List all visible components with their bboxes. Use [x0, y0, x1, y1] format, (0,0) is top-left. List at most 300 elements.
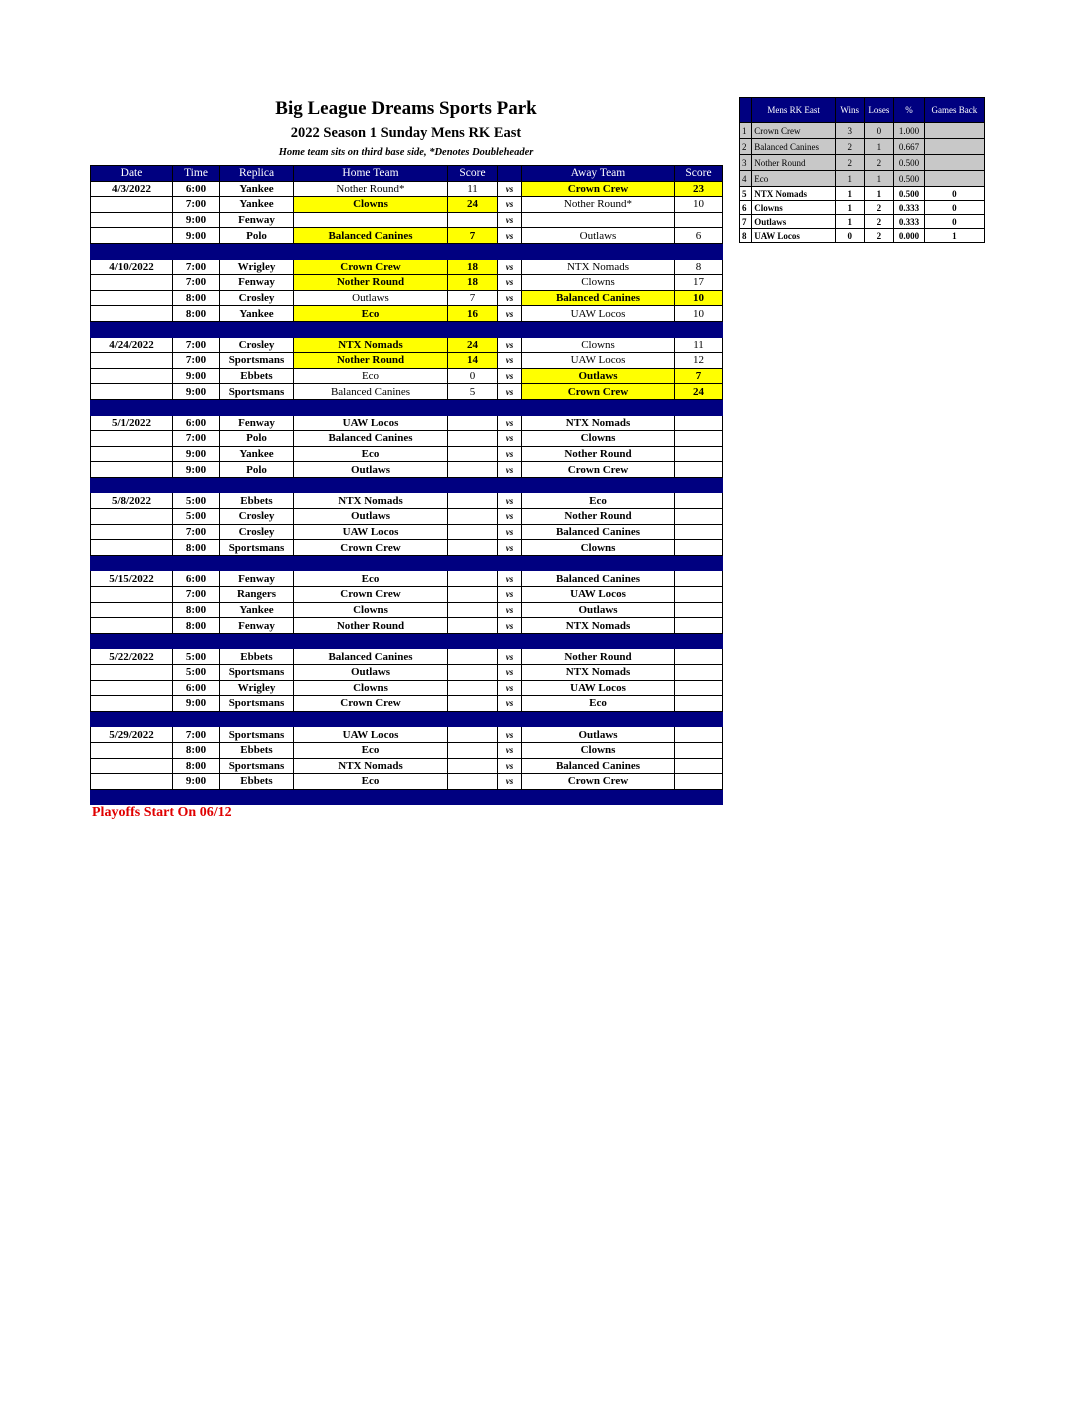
vs-cell: vs: [498, 353, 522, 369]
home-score-cell: [448, 540, 498, 556]
home-score-cell: 7: [448, 228, 498, 244]
standings-wins-cell: 0: [835, 229, 864, 243]
vs-cell: vs: [498, 228, 522, 244]
replica-cell: Ebbets: [220, 368, 294, 384]
home-score-cell: [448, 774, 498, 790]
date-cell: [91, 602, 173, 618]
home-score-cell: 16: [448, 306, 498, 322]
standings-pct-cell: 1.000: [894, 123, 925, 139]
standings-games-back-cell: [924, 123, 984, 139]
standings-row: [740, 155, 985, 171]
home-score-cell: [448, 571, 498, 587]
away-team-cell: Outlaws: [522, 727, 675, 743]
home-score-cell: 24: [448, 337, 498, 353]
replica-cell: Yankee: [220, 181, 294, 197]
standings-row: [740, 201, 985, 215]
separator-cell: [91, 555, 173, 571]
replica-cell: Fenway: [220, 415, 294, 431]
home-team-cell: Crown Crew: [294, 587, 448, 603]
separator-cell: [448, 555, 498, 571]
away-score-cell: 6: [675, 228, 723, 244]
date-cell: [91, 696, 173, 712]
replica-cell: Sportsmans: [220, 727, 294, 743]
week-separator-row: [91, 789, 723, 805]
home-team-cell: Crown Crew: [294, 540, 448, 556]
standings-pct-cell: 0.667: [894, 139, 925, 155]
separator-cell: [448, 633, 498, 649]
away-score-cell: [675, 665, 723, 681]
standings-loses-cell: 2: [864, 215, 894, 229]
date-cell: [91, 228, 173, 244]
standings-wins-cell: 1: [835, 171, 864, 187]
replica-cell: Fenway: [220, 275, 294, 291]
away-team-cell: Clowns: [522, 742, 675, 758]
date-cell: [91, 774, 173, 790]
replica-cell: Ebbets: [220, 774, 294, 790]
game-row: [91, 368, 723, 384]
game-row: [91, 228, 723, 244]
standings-header-row: [740, 98, 985, 123]
home-score-cell: 18: [448, 259, 498, 275]
time-cell: 8:00: [173, 618, 220, 634]
game-row: [91, 618, 723, 634]
date-cell: [91, 680, 173, 696]
away-team-cell: UAW Locos: [522, 353, 675, 369]
separator-cell: [675, 555, 723, 571]
vs-cell: vs: [498, 415, 522, 431]
standings-wins-cell: 1: [835, 215, 864, 229]
vs-cell: vs: [498, 742, 522, 758]
separator-cell: [522, 711, 675, 727]
date-cell: [91, 758, 173, 774]
replica-cell: Yankee: [220, 446, 294, 462]
away-team-cell: Outlaws: [522, 602, 675, 618]
time-cell: 6:00: [173, 680, 220, 696]
game-row: [91, 337, 723, 353]
standings-games-back-cell: [924, 139, 984, 155]
separator-cell: [675, 711, 723, 727]
replica-cell: Sportsmans: [220, 665, 294, 681]
separator-cell: [448, 477, 498, 493]
away-team-cell: Crown Crew: [522, 774, 675, 790]
away-score-cell: [675, 212, 723, 228]
separator-cell: [522, 477, 675, 493]
time-cell: 7:00: [173, 727, 220, 743]
standings-team-cell: Nother Round: [752, 155, 836, 171]
time-cell: 8:00: [173, 306, 220, 322]
separator-cell: [675, 633, 723, 649]
standings-rank-cell: 4: [740, 171, 752, 187]
away-score-cell: [675, 649, 723, 665]
separator-cell: [498, 633, 522, 649]
date-cell: [91, 353, 173, 369]
away-score-cell: 10: [675, 306, 723, 322]
home-team-cell: Nother Round: [294, 618, 448, 634]
replica-cell: Sportsmans: [220, 696, 294, 712]
time-cell: 7:00: [173, 524, 220, 540]
game-row: [91, 275, 723, 291]
replica-cell: Crosley: [220, 337, 294, 353]
home-score-cell: 14: [448, 353, 498, 369]
time-cell: 9:00: [173, 774, 220, 790]
vs-cell: vs: [498, 290, 522, 306]
separator-cell: [448, 321, 498, 337]
time-cell: 9:00: [173, 446, 220, 462]
time-cell: 8:00: [173, 758, 220, 774]
vs-cell: vs: [498, 275, 522, 291]
home-team-cell: Clowns: [294, 197, 448, 213]
replica-cell: Yankee: [220, 306, 294, 322]
standings-row: [740, 229, 985, 243]
separator-cell: [91, 711, 173, 727]
replica-cell: Crosley: [220, 290, 294, 306]
home-team-cell: Eco: [294, 306, 448, 322]
away-team-cell: Clowns: [522, 337, 675, 353]
separator-cell: [498, 555, 522, 571]
standings-games-back-cell: 1: [924, 229, 984, 243]
away-score-cell: 11: [675, 337, 723, 353]
playoffs-notice: Playoffs Start On 06/12: [92, 805, 232, 820]
away-score-cell: [675, 446, 723, 462]
time-cell: 5:00: [173, 509, 220, 525]
standings-pct-cell: 0.000: [894, 229, 925, 243]
date-cell: 5/1/2022: [91, 415, 173, 431]
home-team-cell: Eco: [294, 571, 448, 587]
col-header-vs: [498, 166, 522, 182]
separator-cell: [498, 321, 522, 337]
home-score-cell: [448, 665, 498, 681]
standings-wins-cell: 2: [835, 155, 864, 171]
away-team-cell: NTX Nomads: [522, 665, 675, 681]
standings-games-back-cell: 0: [924, 215, 984, 229]
time-cell: 6:00: [173, 571, 220, 587]
replica-cell: Sportsmans: [220, 384, 294, 400]
away-team-cell: UAW Locos: [522, 587, 675, 603]
time-cell: 7:00: [173, 337, 220, 353]
away-score-cell: [675, 462, 723, 478]
replica-cell: Sportsmans: [220, 758, 294, 774]
time-cell: 7:00: [173, 431, 220, 447]
replica-cell: Sportsmans: [220, 353, 294, 369]
separator-cell: [522, 243, 675, 259]
away-team-cell: UAW Locos: [522, 680, 675, 696]
time-cell: 8:00: [173, 540, 220, 556]
time-cell: 7:00: [173, 587, 220, 603]
home-score-cell: 0: [448, 368, 498, 384]
replica-cell: Crosley: [220, 509, 294, 525]
replica-cell: Fenway: [220, 571, 294, 587]
date-cell: [91, 587, 173, 603]
separator-cell: [173, 555, 220, 571]
game-row: [91, 197, 723, 213]
separator-cell: [173, 789, 220, 805]
standings-row: [740, 171, 985, 187]
game-row: [91, 540, 723, 556]
separator-cell: [220, 477, 294, 493]
vs-cell: vs: [498, 212, 522, 228]
home-team-cell: Clowns: [294, 680, 448, 696]
time-cell: 8:00: [173, 290, 220, 306]
home-score-cell: [448, 587, 498, 603]
replica-cell: Fenway: [220, 618, 294, 634]
col-header-home-team: Home Team: [294, 166, 448, 182]
standings-wins-cell: 1: [835, 201, 864, 215]
standings-loses-cell: 2: [864, 201, 894, 215]
standings-team-cell: NTX Nomads: [752, 187, 836, 201]
home-score-cell: [448, 493, 498, 509]
vs-cell: vs: [498, 587, 522, 603]
game-row: [91, 259, 723, 275]
date-cell: 5/29/2022: [91, 727, 173, 743]
time-cell: 6:00: [173, 415, 220, 431]
game-row: [91, 353, 723, 369]
home-score-cell: [448, 696, 498, 712]
vs-cell: vs: [498, 431, 522, 447]
away-score-cell: [675, 774, 723, 790]
vs-cell: vs: [498, 540, 522, 556]
standings-row: [740, 187, 985, 201]
vs-cell: vs: [498, 602, 522, 618]
game-row: [91, 696, 723, 712]
home-score-cell: [448, 758, 498, 774]
away-score-cell: [675, 415, 723, 431]
standings-rank-cell: 7: [740, 215, 752, 229]
date-cell: [91, 665, 173, 681]
away-score-cell: [675, 758, 723, 774]
separator-cell: [91, 789, 173, 805]
away-score-cell: 17: [675, 275, 723, 291]
week-separator-row: [91, 243, 723, 259]
vs-cell: vs: [498, 727, 522, 743]
time-cell: 7:00: [173, 197, 220, 213]
game-row: [91, 212, 723, 228]
date-cell: 5/22/2022: [91, 649, 173, 665]
home-team-cell: Balanced Canines: [294, 384, 448, 400]
game-row: [91, 431, 723, 447]
separator-cell: [675, 321, 723, 337]
standings-header-wins: Wins: [835, 98, 864, 123]
replica-cell: Yankee: [220, 197, 294, 213]
replica-cell: Fenway: [220, 212, 294, 228]
time-cell: 9:00: [173, 696, 220, 712]
game-row: [91, 587, 723, 603]
away-score-cell: [675, 571, 723, 587]
page-title: Big League Dreams Sports Park: [275, 98, 537, 119]
away-team-cell: Balanced Canines: [522, 524, 675, 540]
replica-cell: Rangers: [220, 587, 294, 603]
game-row: [91, 384, 723, 400]
home-team-cell: NTX Nomads: [294, 758, 448, 774]
separator-cell: [675, 789, 723, 805]
away-team-cell: Nother Round: [522, 446, 675, 462]
vs-cell: vs: [498, 680, 522, 696]
date-cell: [91, 197, 173, 213]
replica-cell: Polo: [220, 462, 294, 478]
game-row: [91, 524, 723, 540]
away-score-cell: [675, 727, 723, 743]
separator-cell: [498, 399, 522, 415]
date-cell: [91, 290, 173, 306]
away-score-cell: [675, 680, 723, 696]
home-team-cell: Outlaws: [294, 665, 448, 681]
away-team-cell: NTX Nomads: [522, 259, 675, 275]
home-score-cell: 24: [448, 197, 498, 213]
col-header-date: Date: [91, 166, 173, 182]
game-row: [91, 462, 723, 478]
home-score-cell: [448, 524, 498, 540]
away-score-cell: 12: [675, 353, 723, 369]
replica-cell: Ebbets: [220, 649, 294, 665]
home-score-cell: 5: [448, 384, 498, 400]
time-cell: 6:00: [173, 181, 220, 197]
week-separator-row: [91, 399, 723, 415]
standings-pct-cell: 0.500: [894, 187, 925, 201]
standings-team-cell: Balanced Canines: [752, 139, 836, 155]
home-team-cell: UAW Locos: [294, 524, 448, 540]
away-score-cell: [675, 540, 723, 556]
replica-cell: Wrigley: [220, 259, 294, 275]
away-score-cell: [675, 524, 723, 540]
home-score-cell: 11: [448, 181, 498, 197]
standings-games-back-cell: 0: [924, 187, 984, 201]
away-score-cell: [675, 742, 723, 758]
date-cell: [91, 742, 173, 758]
standings-loses-cell: 2: [864, 229, 894, 243]
date-cell: 4/24/2022: [91, 337, 173, 353]
standings-team-cell: Outlaws: [752, 215, 836, 229]
home-score-cell: [448, 462, 498, 478]
standings-header-loses: Loses: [864, 98, 894, 123]
vs-cell: vs: [498, 774, 522, 790]
date-cell: [91, 618, 173, 634]
away-score-cell: [675, 509, 723, 525]
standings-wins-cell: 2: [835, 139, 864, 155]
away-team-cell: Eco: [522, 696, 675, 712]
standings-table: [739, 97, 985, 243]
vs-cell: vs: [498, 446, 522, 462]
game-row: [91, 742, 723, 758]
date-cell: [91, 462, 173, 478]
standings-loses-cell: 2: [864, 155, 894, 171]
separator-cell: [220, 399, 294, 415]
replica-cell: Yankee: [220, 602, 294, 618]
standings-games-back-cell: [924, 155, 984, 171]
vs-cell: vs: [498, 696, 522, 712]
away-team-cell: Balanced Canines: [522, 290, 675, 306]
separator-cell: [294, 243, 448, 259]
away-team-cell: Clowns: [522, 431, 675, 447]
home-team-cell: Balanced Canines: [294, 228, 448, 244]
game-row: [91, 290, 723, 306]
col-header-time: Time: [173, 166, 220, 182]
home-score-cell: [448, 618, 498, 634]
col-header-away-team: Away Team: [522, 166, 675, 182]
separator-cell: [91, 321, 173, 337]
separator-cell: [220, 711, 294, 727]
standings-row: [740, 139, 985, 155]
away-team-cell: Eco: [522, 493, 675, 509]
home-score-cell: [448, 431, 498, 447]
standings-games-back-cell: [924, 171, 984, 187]
time-cell: 9:00: [173, 212, 220, 228]
home-team-cell: Clowns: [294, 602, 448, 618]
standings-rank-cell: 8: [740, 229, 752, 243]
separator-cell: [498, 477, 522, 493]
standings-wins-cell: 3: [835, 123, 864, 139]
away-score-cell: [675, 696, 723, 712]
away-team-cell: Nother Round*: [522, 197, 675, 213]
game-row: [91, 509, 723, 525]
standings-loses-cell: 0: [864, 123, 894, 139]
standings-rank-cell: 6: [740, 201, 752, 215]
date-cell: [91, 540, 173, 556]
standings-rank-cell: 5: [740, 187, 752, 201]
replica-cell: Crosley: [220, 524, 294, 540]
home-score-cell: [448, 509, 498, 525]
home-team-cell: UAW Locos: [294, 727, 448, 743]
away-team-cell: Balanced Canines: [522, 758, 675, 774]
away-team-cell: [522, 212, 675, 228]
home-score-cell: [448, 446, 498, 462]
home-team-cell: Balanced Canines: [294, 649, 448, 665]
vs-cell: vs: [498, 758, 522, 774]
away-team-cell: Outlaws: [522, 368, 675, 384]
home-team-cell: Eco: [294, 368, 448, 384]
date-cell: [91, 212, 173, 228]
separator-cell: [498, 789, 522, 805]
home-score-cell: [448, 680, 498, 696]
separator-cell: [522, 555, 675, 571]
time-cell: 5:00: [173, 649, 220, 665]
replica-cell: Wrigley: [220, 680, 294, 696]
home-team-cell: Outlaws: [294, 462, 448, 478]
date-cell: [91, 368, 173, 384]
separator-cell: [522, 633, 675, 649]
standings-rank-cell: 3: [740, 155, 752, 171]
home-team-cell: Eco: [294, 774, 448, 790]
separator-cell: [294, 321, 448, 337]
separator-cell: [522, 321, 675, 337]
time-cell: 9:00: [173, 462, 220, 478]
game-row: [91, 665, 723, 681]
vs-cell: vs: [498, 665, 522, 681]
vs-cell: vs: [498, 259, 522, 275]
away-team-cell: Nother Round: [522, 649, 675, 665]
home-team-cell: Crown Crew: [294, 259, 448, 275]
away-score-cell: [675, 431, 723, 447]
standings-header-rank: [740, 98, 752, 123]
home-score-cell: [448, 649, 498, 665]
separator-cell: [173, 711, 220, 727]
time-cell: 9:00: [173, 368, 220, 384]
separator-cell: [294, 477, 448, 493]
separator-cell: [91, 633, 173, 649]
vs-cell: vs: [498, 197, 522, 213]
away-score-cell: 7: [675, 368, 723, 384]
game-row: [91, 415, 723, 431]
vs-cell: vs: [498, 571, 522, 587]
vs-cell: vs: [498, 524, 522, 540]
home-team-cell: Nother Round: [294, 353, 448, 369]
separator-cell: [498, 243, 522, 259]
home-team-cell: NTX Nomads: [294, 493, 448, 509]
vs-cell: vs: [498, 462, 522, 478]
away-team-cell: NTX Nomads: [522, 618, 675, 634]
col-header-away-score: Score: [675, 166, 723, 182]
home-team-cell: Crown Crew: [294, 696, 448, 712]
time-cell: 7:00: [173, 275, 220, 291]
standings-pct-cell: 0.500: [894, 171, 925, 187]
